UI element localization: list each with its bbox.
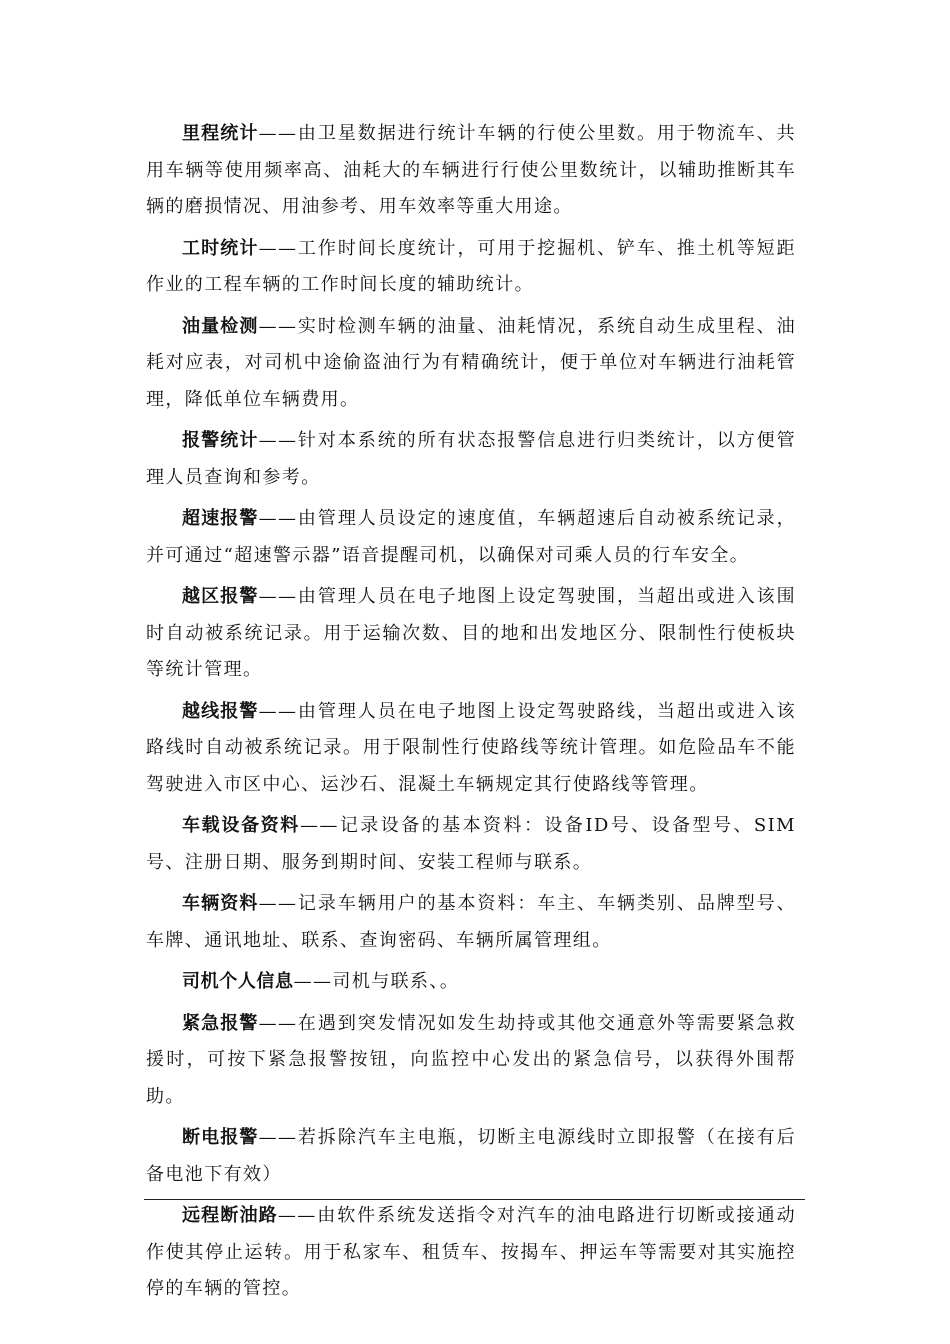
description: 由管理人员在电子地图上设定驾驶路线，当超出或进入该路线时自动被系统记录。用于限制性行使路线等统计管理。如危险品车不能驾驶进入市区中心、运沙石、混凝土车辆规定其行使路线等管理。 bbox=[146, 700, 796, 795]
paragraph-device-info bbox=[146, 808, 796, 881]
dash: —— bbox=[258, 1012, 298, 1034]
description: 记录设备的基本资料：设备ID号、设备型号、SIM号、注册日期、服务到期时间、安装工程师与联系。 bbox=[146, 815, 796, 873]
paragraph-overspeed-alarm bbox=[146, 501, 796, 574]
dash: —— bbox=[258, 237, 298, 259]
dash: —— bbox=[277, 1205, 317, 1226]
dash: —— bbox=[258, 700, 298, 722]
term: 越线报警 bbox=[182, 700, 259, 722]
dash: —— bbox=[258, 123, 298, 144]
term: 车辆资料 bbox=[182, 893, 259, 914]
paragraph-driver-info bbox=[146, 964, 796, 1001]
paragraph-vehicle-info bbox=[146, 886, 796, 959]
term: 超速报警 bbox=[182, 508, 259, 529]
description: 司机与联系、。 bbox=[332, 971, 460, 992]
description: 由管理人员在电子地图上设定驾驶围，当超出或进入该围时自动被系统记录。用于运输次数、目的地和出发地区分、限制性行使板块等统计管理。 bbox=[146, 586, 796, 680]
term: 油量检测 bbox=[182, 315, 259, 337]
term: 报警统计 bbox=[182, 430, 259, 451]
dash: —— bbox=[258, 586, 298, 607]
dash: —— bbox=[293, 971, 333, 992]
paragraph-mileage-statistics bbox=[146, 116, 796, 226]
description: 工作时间长度统计，可用于挖掘机、铲车、推土机等短距作业的工程车辆的工作时间长度的辅助统计。 bbox=[146, 237, 796, 295]
dash: —— bbox=[258, 1127, 298, 1148]
description: 由卫星数据进行统计车辆的行使公里数。用于物流车、共用车辆等使用频率高、油耗大的车辆进行行使公里数统计，以辅助推断其车辆的磨损情况、用油参考、用车效率等重大用途。 bbox=[146, 123, 796, 217]
dash: —— bbox=[299, 815, 339, 836]
dash: —— bbox=[258, 893, 298, 914]
paragraph-emergency-alarm bbox=[146, 1006, 796, 1116]
dash: —— bbox=[258, 315, 298, 337]
term: 断电报警 bbox=[182, 1127, 259, 1148]
paragraph-remote-fuel-cutoff bbox=[146, 1198, 796, 1308]
term: 工时统计 bbox=[182, 237, 259, 259]
description: 若拆除汽车主电瓶，切断主电源线时立即报警（在接有后备电池下有效） bbox=[146, 1127, 796, 1185]
paragraph-route-alarm bbox=[146, 694, 796, 804]
paragraph-power-cut-alarm bbox=[146, 1120, 796, 1193]
dash: —— bbox=[258, 430, 298, 451]
dash: —— bbox=[258, 508, 298, 529]
description: 记录车辆用户的基本资料：车主、车辆类别、品牌型号、车牌、通讯地址、联系、查询密码、车辆所属管理组。 bbox=[146, 893, 796, 951]
term: 车载设备资料 bbox=[182, 815, 300, 836]
term: 司机个人信息 bbox=[182, 971, 294, 992]
term: 远程断油路 bbox=[182, 1205, 278, 1226]
term: 越区报警 bbox=[182, 586, 259, 607]
description: 由管理人员设定的速度值，车辆超速后自动被系统记录，并可通过“超速警示器”语音提醒司机，以确保对司乘人员的行车安全。 bbox=[146, 508, 796, 566]
paragraph-fuel-detection bbox=[146, 309, 796, 419]
paragraph-alarm-statistics bbox=[146, 423, 796, 496]
description: 针对本系统的所有状态报警信息进行归类统计，以方便管理人员查询和参考。 bbox=[146, 430, 796, 488]
description: 在遇到突发情况如发生劫持或其他交通意外等需要紧急救援时，可按下紧急报警按钮，向监控中心发出的紧急信号，以获得外围帮助。 bbox=[146, 1012, 796, 1107]
document-body bbox=[146, 116, 796, 1313]
description: 实时检测车辆的油量、油耗情况，系统自动生成里程、油耗对应表，对司机中途偷盗油行为有精确统计，便于单位对车辆进行油耗管理，降低单位车辆费用。 bbox=[146, 315, 796, 410]
paragraph-zone-alarm bbox=[146, 579, 796, 689]
term: 紧急报警 bbox=[182, 1012, 259, 1034]
term: 里程统计 bbox=[182, 123, 259, 144]
description: 由软件系统发送指令对汽车的油电路进行切断或接通动作使其停止运转。用于私家车、租赁车、按揭车、押运车等需要对其实施控停的车辆的管控。 bbox=[146, 1205, 796, 1299]
paragraph-work-hours-statistics bbox=[146, 231, 796, 304]
page-footer-rule bbox=[144, 1199, 805, 1200]
